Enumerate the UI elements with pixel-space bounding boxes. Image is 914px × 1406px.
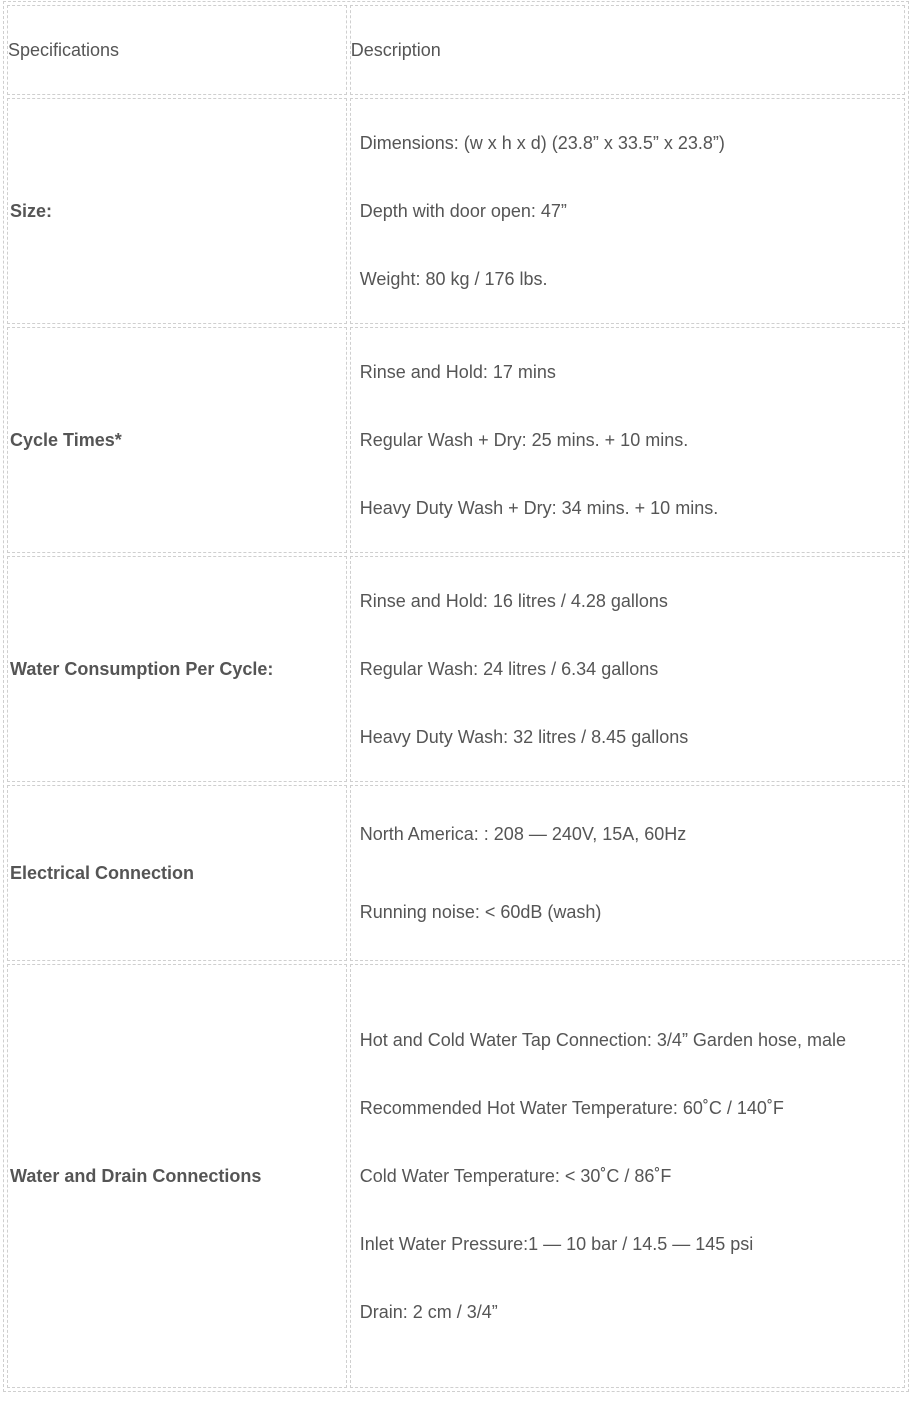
description-cell-size	[350, 98, 905, 324]
description-line: Regular Wash + Dry: 25 mins. + 10 mins.	[359, 430, 689, 450]
description-line: Hot and Cold Water Tap Connection: 3/4” Garden hose, male	[359, 1030, 847, 1050]
description-line: Regular Wash: 24 litres / 6.34 gallons	[359, 659, 659, 679]
description-line: Cold Water Temperature: < 30˚C / 86˚F	[359, 1166, 672, 1186]
description-line: Inlet Water Pressure:1 — 10 bar / 14.5 — 145 psi	[359, 1234, 754, 1254]
description-header: Description	[350, 5, 905, 95]
description-line: Depth with door open: 47”	[359, 201, 567, 221]
specifications-table	[3, 1, 909, 1392]
spec-label-water-consumption	[7, 556, 347, 782]
description-line: Heavy Duty Wash + Dry: 34 mins. + 10 mins.	[359, 498, 719, 518]
table-row-water-consumption	[7, 556, 905, 782]
description-line: Rinse and Hold: 16 litres / 4.28 gallons	[359, 591, 668, 611]
table-row-water-drain	[7, 964, 905, 1388]
spec-label-water-drain	[7, 964, 347, 1388]
description-line: Weight: 80 kg / 176 lbs.	[359, 269, 548, 289]
description-cell-water-drain	[350, 964, 905, 1388]
spec-label-size	[7, 98, 347, 324]
description-line: Rinse and Hold: 17 mins	[359, 362, 556, 382]
description-line: North America: : 208 — 240V, 15A, 60Hz	[359, 824, 687, 844]
spec-label-text: Water Consumption Per Cycle:	[10, 658, 274, 679]
description-cell-water-consumption	[350, 556, 905, 782]
description-line: Dimensions: (w x h x d) (23.8” x 33.5” x 23.8”)	[359, 133, 725, 153]
spec-label-text: Cycle Times*	[10, 429, 122, 450]
spec-label-text: Electrical Connection	[10, 862, 195, 883]
description-line: Heavy Duty Wash: 32 litres / 8.45 gallons	[359, 727, 689, 747]
table-header-row	[7, 5, 905, 95]
spec-label-cycle-times	[7, 327, 347, 553]
description-cell-electrical	[350, 785, 905, 961]
spec-label-text: Water and Drain Connections	[10, 1165, 262, 1186]
description-cell-cycle-times	[350, 327, 905, 553]
table-row-size	[7, 98, 905, 324]
description-line: Running noise: < 60dB (wash)	[359, 902, 602, 922]
table-row-electrical	[7, 785, 905, 961]
spec-label-electrical	[7, 785, 347, 961]
description-line: Recommended Hot Water Temperature: 60˚C / 140˚F	[359, 1098, 784, 1118]
spec-label-text: Size:	[10, 200, 53, 221]
table-row-cycle-times	[7, 327, 905, 553]
description-line: Drain: 2 cm / 3/4”	[359, 1302, 498, 1322]
specifications-header: Specifications	[7, 5, 347, 95]
